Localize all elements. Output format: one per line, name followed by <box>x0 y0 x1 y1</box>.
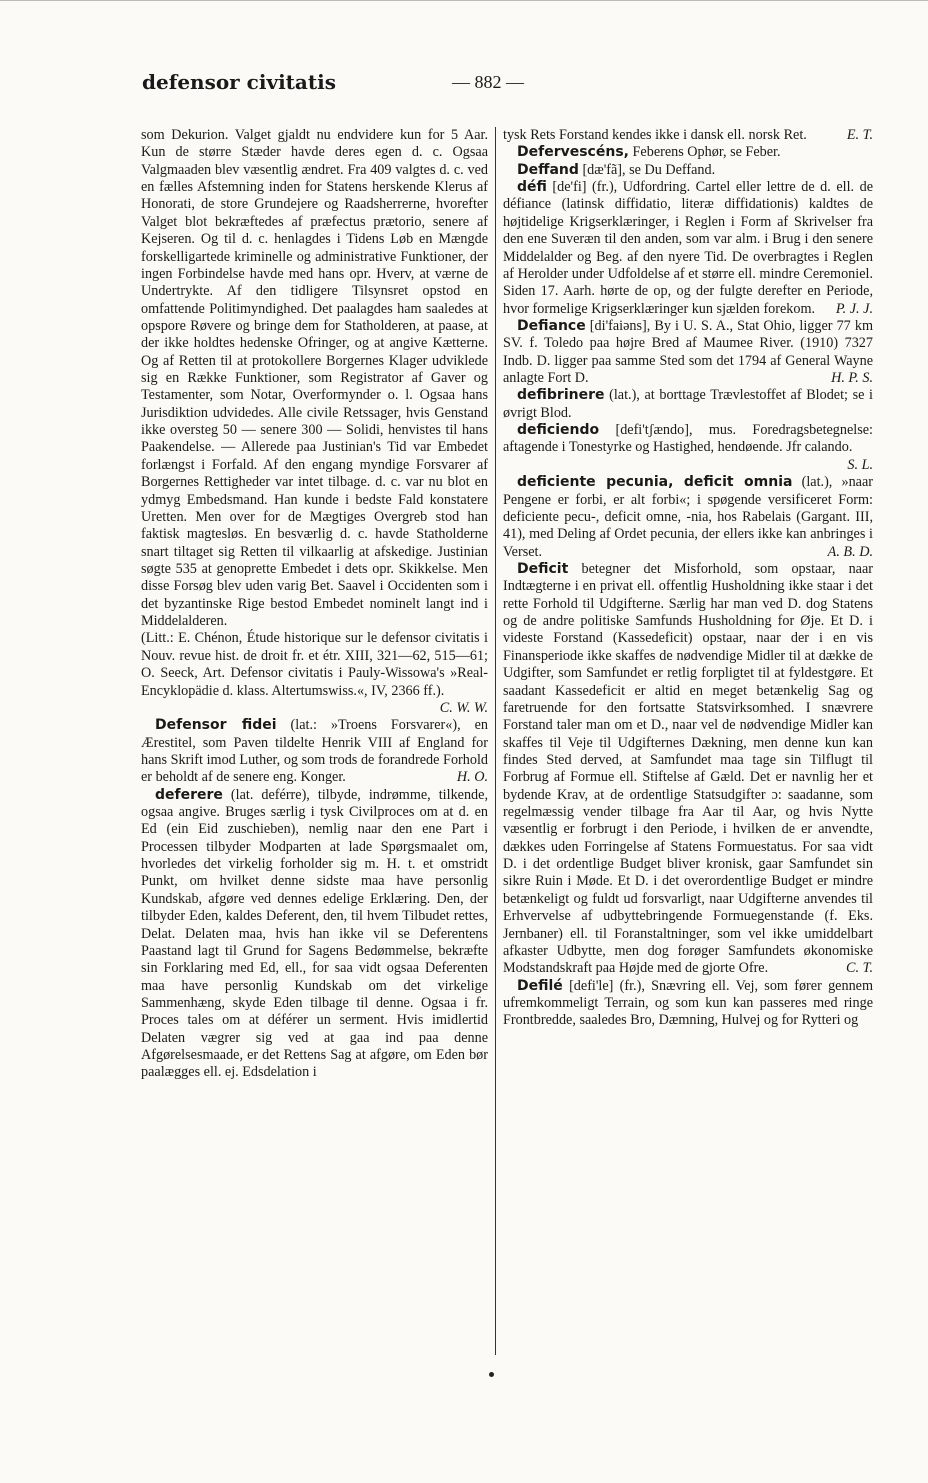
signature: P. J. J. <box>835 300 873 317</box>
entry-deficiente-pecunia: deficiente pecunia, deficit omnia (lat.), »naar Pengene er forbi, er alt forbi«; i spøgende versificeret Form: deficiente pecu-, deficit omne, -nia, hos Rabelais (Gargant. III, 41), med Deling af Ordet pecunia, der ellers ikke kan anbringes i Verset. A. B. D. <box>503 474 874 560</box>
entry-deferere: deferere (lat. deférre), tilbyde, indrømme, tilkende, ogsaa angive. Bruges særlig i tysk Civilproces om at d. en Ed (ein Eid zuschieben), nemlig naar den ene Part i Processen tilbyder Modparten at lade Spørgsmaalet om, hvorledes det virkelig forholder sig m. H. t. et omstridt Punkt, om hvilket denne sidste maa have personlig Kundskab, afgøre ved dennes edelige Erklæring. Den, der tilbyder Eden, kaldes Deferent, den, til hvem Tilbudet rettes, Delat. Delaten maa, hvis han ikke vil se Deferentens Paastand lagt til Grund for Sagens Bedømmelse, bekræfte sin Forklaring med Ed, ell., for saa vidt ogsaa Deferenten maa have personlig Kundskab om det virkelige Sammenhæng, skyde Eden tilbage til denne. Ogsaa i fr. Proces tales om at déférer un serment. Hvis imidlertid Delaten vægrer sig ved at gaa ind paa denne Afgørelsesmaade, er det Rettens Sag at afgøre, om Eden bør paalægges ell. ej. Edsdelation i <box>141 786 488 1081</box>
signature: S. L. <box>847 456 873 473</box>
headword: Defensor fidei <box>155 717 277 734</box>
headword: Deffand <box>517 161 579 178</box>
signature: E. T. <box>846 127 873 143</box>
signature: H. O. <box>456 769 488 786</box>
signature: C. W. W. <box>439 699 488 716</box>
entry-defiance: Defiance [di'faiəns], By i U. S. A., Stat Ohio, ligger 77 km SV. f. Toledo paa højre Bred af Maumee River. (1910) 7327 Indb. D. ligger paa samme Sted som det 1794 af General Wayne anlagte Fort D. H. P. S. <box>503 317 873 387</box>
headword: deficiente pecunia, deficit omnia <box>517 474 793 491</box>
entry-literature: (Litt.: E. Chénon, Étude historique sur le defensor civitatis i Nouv. revue hist. de droit fr. et étr. XIII, 321—62, 515—61; O. Seeck, Art. Defensor civitatis i Pauly-Wissowa's »Real-Encyklopädie d. klass. Altertumswiss.«, IV, 2366 ff.). C. W. W. <box>141 630 488 716</box>
headword: Deficit <box>517 560 569 577</box>
right-column <box>503 127 873 1030</box>
entry-deficiendo: deficiendo [defi'tʃændo], mus. Foredragsbetegnelse: aftagende i Tonestyrke og Hastighed, hendøende. Jfr calando. S. L. <box>503 422 873 473</box>
entry-defi: défi [de'fi] (fr.), Udfordring. Cartel eller lettre de d. ell. de défiance (latinsk diffidatio, literæ diffidationis) kaldtes de højtidelige Krigserklæringer, i Reglen i Form af Skrivelser fra den ene Suveræn til den anden, som var alm. i Brug i den senere Middelalder og Beg. af den nyere Tid. De overbragtes i Reglen af Herolder under Udfoldelse af et større ell. mindre Ceremoniel. Siden 17. Aarh. hørte de op, og der fulgte derefter en Periode, hvor formelige Krigserklæringer kun sjælden forekom. P. J. J. <box>503 179 873 317</box>
page-number: — 882 — <box>452 72 524 92</box>
entry-defile: Defilé [defi'le] (fr.), Snævring ell. Vej, som fører gennem ufremkommeligt Terrain, og som kun kan passeres med ringe Frontbredde, saaledes Bro, Dæmning, Hulvej og for Rytteri og <box>503 977 873 1029</box>
entry-text: som Dekurion. Valget gjaldt nu endvidere kun for 5 Aar. Kun de større Stæder havde deres egen d. c. Ogsaa Valgmaaden blev væsentlig ændret. Fra 409 valgtes d. c. ved en fælles Afstemning inden for Statens herskende Klerus af Honorati, de store Grundejere og Raadsherrerne, hvorefter Valget blot bekræftedes af præfectus prætorio, senere af Kejseren. Og til d. c. henlagdes i Tidens Løb en Mængde forskelligartede kriminelle og administrative Funktioner, der ingen Forbindelse havde med hans opr. Hverv, at værne de Undertrykte. Af den tidligere Tilsynsret opstod en omfattende Politimyndighed. Det paalagdes ham saaledes at opspore Røvere og bringe dem for Statholderen, at paase, at der ikke holdtes hedenske Ofringer, og at angive Kætterne. Og af Retten til at protokollere Borgernes Klager udviklede sig en Række Funktioner, som Registrator af Gaver og Testamenter, som Notar, Overformynder o. l. Ogsaa hans Jurisdiktion udvidedes. Alle civile Retssager, hvis Genstand ikke oversteg 50 — senere 300 — Solidi, henvistes til hans Paakendelse. — Allerede paa Justinian's Tid var Embedet forlængst i Forfald. Af den engang myndige Forsvarer af Borgernes Rettigheder var intet tilbage. d. c. var nu blot en ydmyg Embedsmand. Han kunde i bedste Fald konstatere Uretten. Men over for de Mægtiges Overgreb stod han faktisk magtesløs. En besværlig d. c. havde Statholderne snart tiltaget sig Retten til vilkaarlig at afskedige. Justinian søgte 535 at genoprette Embedet i dets opr. Skikkelse. Men disse Forsøg blev uden varig Bet. Saavel i Occidenten som i det byzantinske Rige bestod Embedet nominelt langt ind i Middelalderen. <box>141 127 488 630</box>
entry-defibrinere: defibrinere (lat.), at borttage Trævlestoffet af Blodet; se i øvrigt Blod. <box>503 387 873 421</box>
entry-defervescens: Defervescéns, Feberens Ophør, se Feber. <box>517 144 781 161</box>
headword: Defiance <box>517 317 586 334</box>
signature: A. B. D. <box>827 543 873 560</box>
headword: deferere <box>155 786 223 803</box>
signature: H. P. S. <box>831 370 873 387</box>
entry-defensor-fidei: Defensor fidei (lat.: »Troens Forsvarer«), en Ærestitel, som Paven tildelte Henrik VIII af England for hans Skrift imod Luther, og som trods de forandrede Forhold er beholdt af de senere eng. Konger. H. O. <box>141 717 489 786</box>
running-title: defensor civitatis <box>142 70 336 94</box>
scan-edge <box>0 0 928 1</box>
column-divider <box>495 127 496 1355</box>
headword: Defilé <box>517 977 563 994</box>
signature: C. T. <box>846 960 873 977</box>
headword: deficiendo <box>517 422 600 439</box>
entry-deffand: Deffand [dæ'fã], se Du Deffand. <box>517 161 716 178</box>
bullet-mark <box>489 1372 494 1377</box>
left-column <box>141 127 488 1082</box>
headword: défi <box>517 179 547 196</box>
headword: Defervescéns, <box>517 144 629 161</box>
entry-deficit: Deficit betegner det Misforhold, som opstaar, naar Indtægterne i en privat ell. offentlig Husholdning ikke staar i det rette Forhold til Udgifterne. Særlig har man ved D. dog Statens og de andre politiske Samfunds Husholdning for Øje. Et D. i videste Forstand (Kassedeficit) opstaar, naar der i en vis Finansperiode ikke skaffes de nødvendige Midler til at dække de Udgifter, som Samfundet er retlig forpligtet til at fyldestgøre. Et saadant Kassedeficit er altid en meget betænkelig Sag og faretruende for den fortsatte Statsvirksomhed. I snævrere Forstand taler man om et D., naar vel de nødvendige Midler kan skaffes til Veje til Udgifternes Dækning, men denne kun kan findes Sted derved, at Samfundet maa tage sin Tilflugt til Forbrug af Formue ell. Stiftelse af Gæld. Det er navnlig her et bydende Krav, at de ordentlige Statsudgifter ɔ: saadanne, som regelmæssig vender tilbage fra Aar til Aar, og hvis Nytte væsentlig er forbrugt i den Periode, i hvilken de er anvendte, dækkes uden Forringelse af Statens Formuestatus. For saa vidt D. i det ordentlige Budget bliver kronisk, gaar Samfundet sin sikre Ruin i Møde. Et D. i det overordentlige Budget er mindre betænkeligt og fuldt ud forsvarligt, naar Udgifterne anvendes til Erhvervelse af udbyttebringende Formuegenstande (f. Eks. Jernbaner) ell. til Foranstaltninger, som vel ikke umiddelbart afkaster Udbytte, men dog forøger Samfundets økonomiske Modstandskraft paa Højde med de gjorte Ofre. C. T. <box>503 560 873 977</box>
entry-continuation: tysk Rets Forstand kendes ikke i dansk ell. norsk Ret. E. T. <box>503 127 873 143</box>
headword: defibrinere <box>517 387 605 404</box>
page-header <box>0 70 928 100</box>
